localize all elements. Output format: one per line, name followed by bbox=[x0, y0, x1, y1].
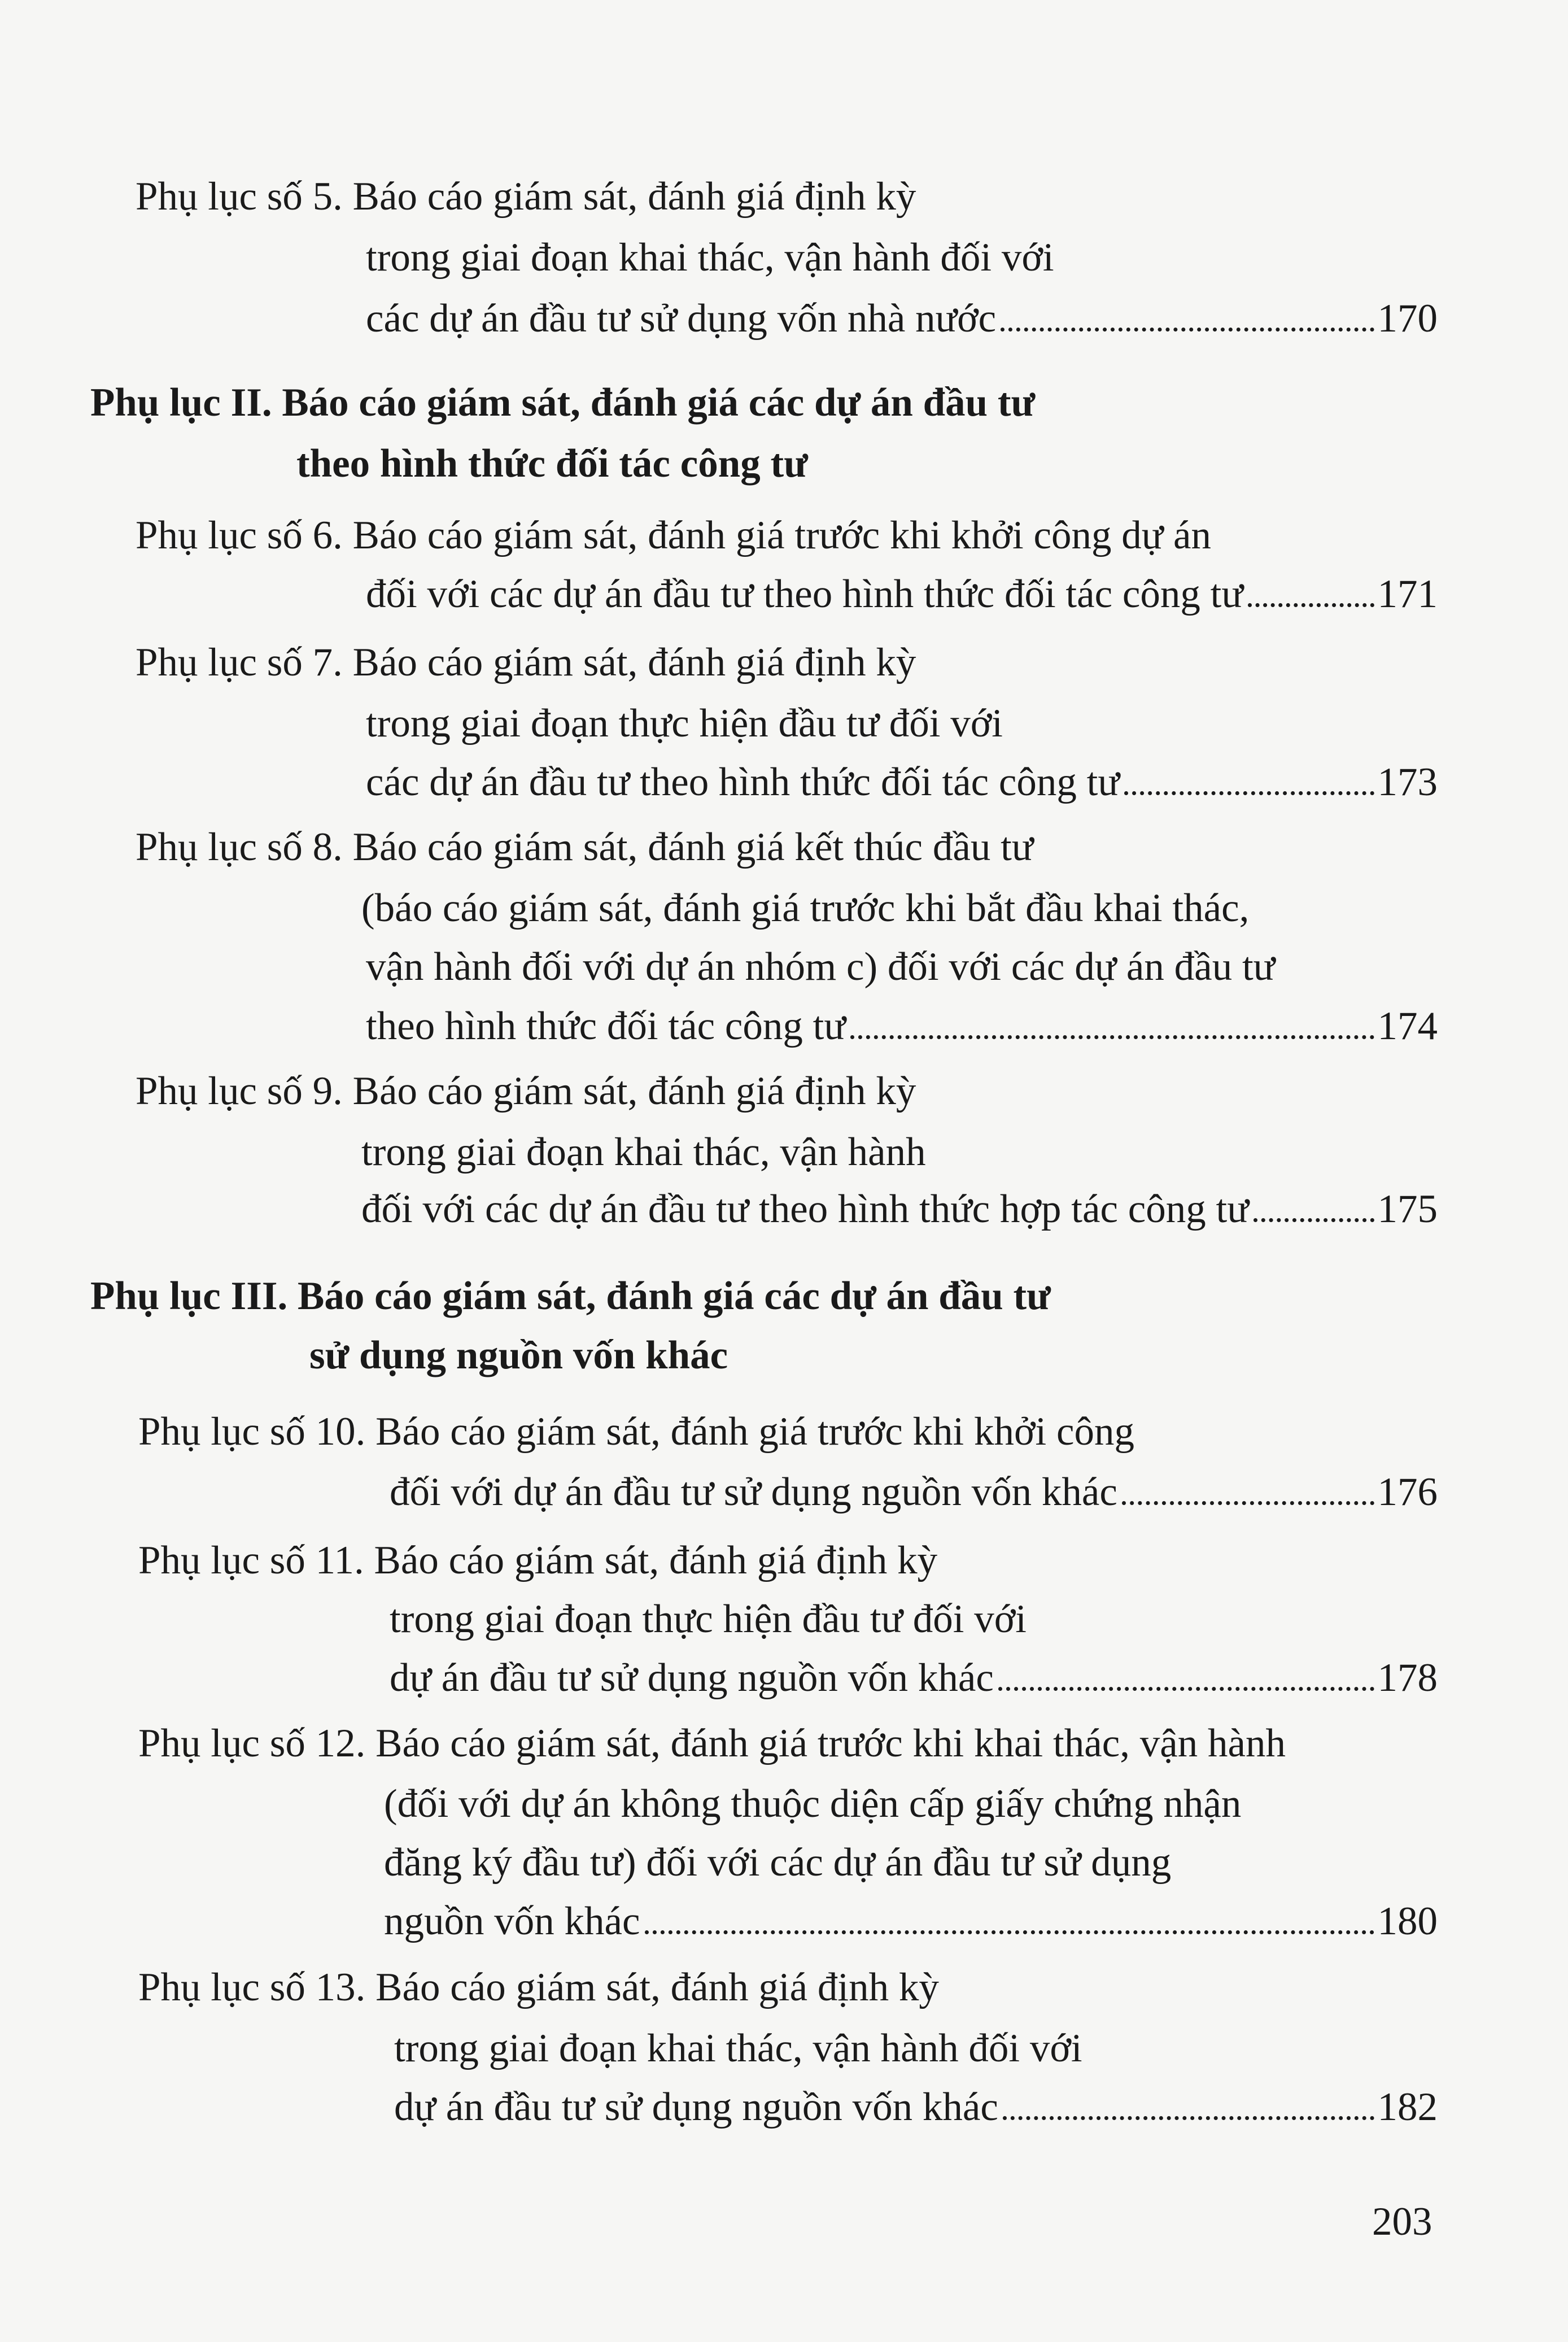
toc-entry-9-line-2: trong giai đoạn khai thác, vận hành bbox=[361, 1130, 926, 1174]
toc-entry-12-page: 180 bbox=[1377, 1899, 1438, 1943]
dot-leader bbox=[645, 1930, 1374, 1934]
toc-entry-8-line-3: vận hành đối với dự án nhóm c) đối với các dự án đầu tư bbox=[366, 945, 1276, 989]
toc-entry-13-line-1: Phụ lục số 13. Báo cáo giám sát, đánh giá định kỳ bbox=[138, 1965, 939, 2009]
page-number: 203 bbox=[1372, 2200, 1432, 2244]
toc-entry-9-page: 175 bbox=[1377, 1187, 1438, 1231]
dot-leader bbox=[1001, 328, 1374, 332]
toc-entry-11-page: 178 bbox=[1377, 1656, 1438, 1700]
toc-entry-13-line-2: trong giai đoạn khai thác, vận hành đối với bbox=[394, 2026, 1082, 2070]
toc-entry-8-line-2: (báo cáo giám sát, đánh giá trước khi bắt đầu khai thác, bbox=[361, 886, 1250, 930]
dot-leader bbox=[1003, 2116, 1374, 2120]
toc-entry-5-last[interactable] bbox=[366, 293, 1438, 344]
toc-entry-5-line-1: Phụ lục số 5. Báo cáo giám sát, đánh giá định kỳ bbox=[136, 175, 916, 219]
dot-leader bbox=[1122, 1501, 1374, 1505]
toc-entry-6-page: 171 bbox=[1377, 572, 1438, 616]
toc-entry-11-line-1: Phụ lục số 11. Báo cáo giám sát, đánh giá định kỳ bbox=[138, 1538, 938, 1582]
toc-entry-12-last[interactable] bbox=[384, 1896, 1438, 1947]
section-2-heading-line-1[interactable]: Phụ lục II. Báo cáo giám sát, đánh giá các dự án đầu tư bbox=[90, 381, 1036, 425]
toc-entry-12-line-4: nguồn vốn khác bbox=[384, 1899, 640, 1943]
toc-entry-9-last[interactable] bbox=[361, 1184, 1438, 1235]
toc-entry-5-line-2: trong giai đoạn khai thác, vận hành đối với bbox=[366, 235, 1054, 280]
toc-entry-9-line-1: Phụ lục số 9. Báo cáo giám sát, đánh giá định kỳ bbox=[136, 1069, 916, 1113]
toc-entry-6-line-2: đối với các dự án đầu tư theo hình thức đối tác công tư bbox=[366, 572, 1243, 616]
toc-entry-5-page: 170 bbox=[1377, 296, 1438, 341]
toc-entry-7-line-3: các dự án đầu tư theo hình thức đối tác công tư bbox=[366, 760, 1120, 804]
toc-entry-7-page: 173 bbox=[1377, 760, 1438, 804]
section-3-heading-line-2: sử dụng nguồn vốn khác bbox=[309, 1333, 728, 1377]
toc-entry-11-last[interactable] bbox=[390, 1652, 1438, 1703]
toc-entry-13-last[interactable] bbox=[394, 2082, 1438, 2132]
dot-leader bbox=[998, 1687, 1374, 1691]
toc-entry-12-line-2: (đối với dự án không thuộc diện cấp giấy chứng nhận bbox=[384, 1782, 1242, 1826]
toc-entry-10-page: 176 bbox=[1377, 1470, 1438, 1514]
toc-entry-10-line-1: Phụ lục số 10. Báo cáo giám sát, đánh giá trước khi khởi công bbox=[138, 1410, 1135, 1454]
toc-entry-12-line-1: Phụ lục số 12. Báo cáo giám sát, đánh giá trước khi khai thác, vận hành bbox=[138, 1721, 1286, 1765]
toc-entry-12-line-3: đăng ký đầu tư) đối với các dự án đầu tư sử dụng bbox=[384, 1841, 1172, 1885]
toc-entry-8-last[interactable] bbox=[366, 1001, 1438, 1052]
dot-leader bbox=[850, 1035, 1374, 1039]
dot-leader bbox=[1248, 603, 1374, 607]
toc-entry-10-last[interactable] bbox=[390, 1467, 1438, 1517]
toc-entry-10-line-2: đối với dự án đầu tư sử dụng nguồn vốn khác bbox=[390, 1470, 1117, 1514]
toc-entry-6-last[interactable] bbox=[366, 569, 1438, 620]
dot-leader bbox=[1124, 791, 1374, 795]
dot-leader bbox=[1253, 1218, 1374, 1222]
toc-entry-8-page: 174 bbox=[1377, 1004, 1438, 1048]
toc-entry-5-line-3: các dự án đầu tư sử dụng vốn nhà nước bbox=[366, 296, 997, 341]
toc-entry-8-line-4: theo hình thức đối tác công tư bbox=[366, 1004, 846, 1048]
toc-entry-7-last[interactable] bbox=[366, 757, 1438, 808]
toc-entry-6-line-1: Phụ lục số 6. Báo cáo giám sát, đánh giá trước khi khởi công dự án bbox=[136, 513, 1212, 557]
toc-entry-7-line-1: Phụ lục số 7. Báo cáo giám sát, đánh giá định kỳ bbox=[136, 640, 916, 684]
toc-entry-11-line-3: dự án đầu tư sử dụng nguồn vốn khác bbox=[390, 1656, 994, 1700]
toc-entry-13-line-3: dự án đầu tư sử dụng nguồn vốn khác bbox=[394, 2085, 998, 2129]
section-2-heading-line-2: theo hình thức đối tác công tư bbox=[296, 442, 808, 486]
toc-entry-9-line-3: đối với các dự án đầu tư theo hình thức hợp tác công tư bbox=[361, 1187, 1249, 1231]
toc-entry-13-page: 182 bbox=[1377, 2085, 1438, 2129]
toc-entry-7-line-2: trong giai đoạn thực hiện đầu tư đối với bbox=[366, 701, 1003, 745]
toc-entry-11-line-2: trong giai đoạn thực hiện đầu tư đối với bbox=[390, 1597, 1027, 1641]
toc-entry-8-line-1: Phụ lục số 8. Báo cáo giám sát, đánh giá kết thúc đầu tư bbox=[136, 825, 1034, 869]
section-3-heading-line-1[interactable]: Phụ lục III. Báo cáo giám sát, đánh giá các dự án đầu tư bbox=[90, 1274, 1051, 1318]
